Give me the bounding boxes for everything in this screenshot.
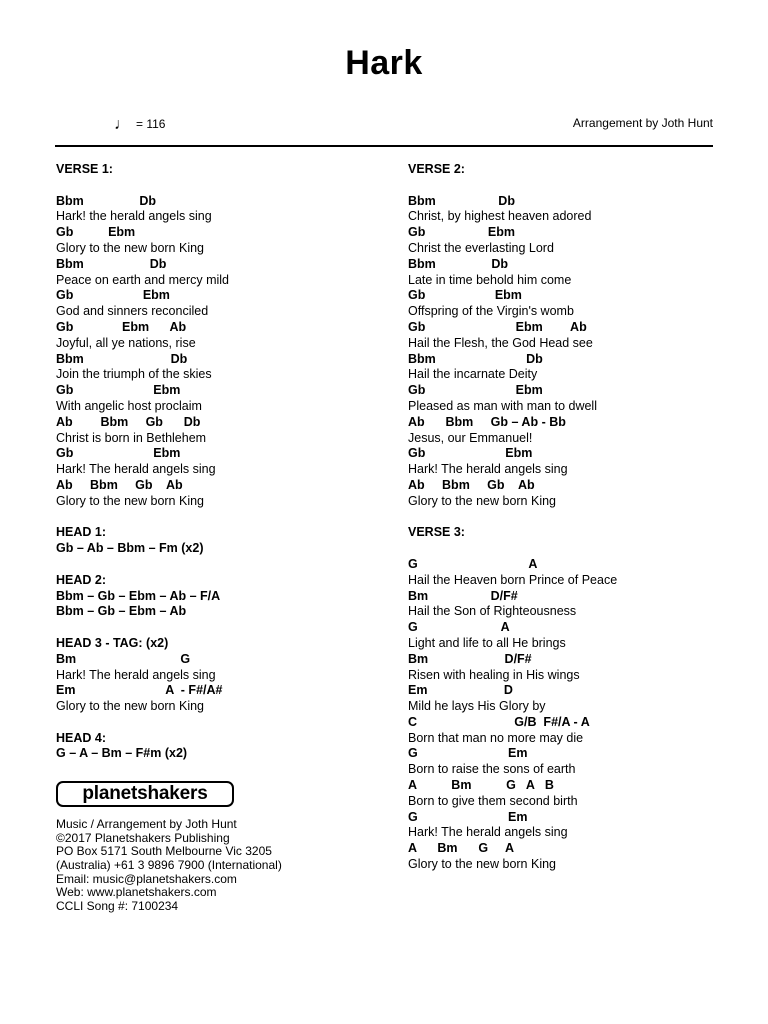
chord-line: Bbm – Gb – Ebm – Ab – F/A — [56, 588, 221, 603]
section-heading: HEAD 4: — [56, 730, 107, 745]
chord-line: Bbm Db — [56, 256, 167, 271]
section-heading: VERSE 3: — [408, 525, 465, 540]
lyric-line: Hail the Flesh, the God Head see — [408, 335, 593, 350]
lyric-line: Hail the Son of Righteousness — [408, 604, 577, 619]
section-heading: HEAD 1: — [56, 525, 107, 540]
chord-line: Em A - F#/A# — [56, 683, 223, 698]
lyric-line: Jesus, our Emmanuel! — [408, 430, 533, 445]
lyric-line: Peace on earth and mercy mild — [56, 272, 230, 287]
lyric-line: Hark! The herald angels sing — [408, 825, 568, 840]
section-heading: VERSE 1: — [56, 162, 113, 176]
credit-line: Music / Arrangement by Joth Hunt — [56, 817, 237, 831]
tempo-value: = 116 — [136, 117, 166, 131]
chord-line: Bm D/F# — [408, 588, 518, 603]
left-column — [56, 162, 376, 762]
chord-line: Gb Ebm — [408, 383, 543, 398]
lyric-line: Hark! The herald angels sing — [56, 462, 216, 477]
publisher-credits — [56, 818, 282, 914]
chord-line: Gb Ebm — [408, 288, 522, 303]
chord-line: Gb – Ab – Bbm – Fm (x2) — [56, 541, 204, 556]
spacer — [408, 178, 728, 194]
credit-line: CCLI Song #: 7100234 — [56, 899, 179, 914]
lyric-line: Hark! the herald angels sing — [56, 209, 212, 224]
chord-line: Gb Ebm Ab — [408, 319, 587, 334]
chord-line: Gb Ebm — [408, 225, 515, 240]
lyric-line: Glory to the new born King — [408, 493, 556, 508]
credit-line: ©2017 Planetshakers Publishing — [56, 830, 230, 845]
spacer — [56, 620, 376, 636]
lyric-line: Glory to the new born King — [56, 240, 204, 255]
lyric-line: Joyful, all ye nations, rise — [56, 335, 196, 350]
song-title: Hark — [345, 44, 423, 82]
spacer — [56, 178, 376, 194]
chord-line: G Em — [408, 746, 528, 761]
chord-line: Gb Ebm — [56, 225, 136, 240]
chord-line: G – A – Bm – F#m (x2) — [56, 746, 188, 761]
chord-line: Ab Bbm Gb Db — [56, 414, 201, 429]
spacer — [408, 541, 728, 557]
lyric-line: Pleased as man with man to dwell — [408, 398, 597, 413]
lyric-line: Hark! The herald angels sing — [408, 462, 568, 477]
lyric-line: Mild he lays His Glory by — [408, 699, 546, 714]
chord-line: Bbm Db — [408, 351, 543, 366]
chord-line: C G/B F#/A - A — [408, 714, 590, 729]
lyric-line: Christ, by highest heaven adored — [408, 209, 592, 224]
spacer — [56, 510, 376, 526]
chord-line: Bbm Db — [56, 351, 188, 366]
lyric-line: Glory to the new born King — [56, 699, 204, 714]
chord-line: G A — [408, 556, 538, 571]
chord-line: Gb Ebm — [56, 383, 181, 398]
credit-line: PO Box 5171 South Melbourne Vic 3205 — [56, 844, 272, 859]
chord-line: Bbm Db — [408, 256, 509, 271]
chord-line: A Bm G A — [408, 841, 515, 856]
lyric-line: Christ the everlasting Lord — [408, 240, 554, 255]
credit-line: Web: www.planetshakers.com — [56, 885, 217, 900]
spacer — [56, 557, 376, 573]
section-heading: HEAD 2: — [56, 572, 107, 587]
lyric-line: Offspring of the Virgin's womb — [408, 304, 574, 319]
lyric-line: Join the triumph of the skies — [56, 367, 212, 382]
chord-line: G A — [408, 620, 510, 635]
chord-line: Gb Ebm — [56, 288, 170, 303]
lyric-line: God and sinners reconciled — [56, 304, 209, 319]
spacer — [56, 715, 376, 731]
lyric-line: Born to raise the sons of earth — [408, 762, 576, 777]
spacer — [408, 510, 728, 526]
lyric-line: Risen with healing in His wings — [408, 667, 580, 682]
lyric-line: Light and life to all He brings — [408, 635, 566, 650]
lyric-line: Late in time behold him come — [408, 272, 572, 287]
right-column — [408, 162, 728, 873]
lyric-line: Christ is born in Bethlehem — [56, 430, 207, 445]
chord-line: Ab Bbm Gb Ab — [56, 477, 183, 492]
lyric-line: Hark! The herald angels sing — [56, 667, 216, 682]
quarter-note-icon: ♩ — [114, 116, 130, 133]
tempo-marking — [114, 115, 165, 133]
chord-line: Bm G — [56, 651, 191, 666]
credit-line: Email: music@planetshakers.com — [56, 871, 237, 886]
lyric-line: With angelic host proclaim — [56, 398, 202, 413]
lyric-line: Glory to the new born King — [56, 493, 204, 508]
chord-line: A Bm G A B — [408, 778, 554, 793]
lyric-line: Glory to the new born King — [408, 857, 556, 872]
lyric-line: Born to give them second birth — [408, 793, 578, 808]
chord-line: Em D — [408, 683, 513, 698]
lyric-line: Hail the incarnate Deity — [408, 367, 538, 382]
lyric-line: Born that man no more may die — [408, 730, 584, 745]
chord-line: Ab Bbm Gb – Ab - Bb — [408, 414, 566, 429]
chord-line: Gb Ebm Ab — [56, 319, 187, 334]
planetshakers-logo — [56, 781, 234, 807]
header-divider — [55, 145, 713, 147]
chord-line: Bbm Db — [408, 193, 515, 208]
chord-line: G Em — [408, 809, 528, 824]
chord-line: Gb Ebm — [408, 446, 533, 461]
arrangement-credit: Arrangement by Joth Hunt — [572, 116, 713, 130]
section-heading: VERSE 2: — [408, 162, 465, 176]
chord-line: Ab Bbm Gb Ab — [408, 477, 535, 492]
chord-line: Bm D/F# — [408, 651, 532, 666]
chord-line: Bbm Db — [56, 193, 157, 208]
logo-wordmark: planetshakers — [82, 783, 208, 804]
section-heading: HEAD 3 - TAG: (x2) — [56, 635, 169, 650]
lyric-line: Hail the Heaven born Prince of Peace — [408, 572, 618, 587]
credit-line: (Australia) +61 3 9896 7900 (International) — [56, 858, 282, 873]
chord-line: Gb Ebm — [56, 446, 181, 461]
chord-line: Bbm – Gb – Ebm – Ab — [56, 604, 187, 619]
